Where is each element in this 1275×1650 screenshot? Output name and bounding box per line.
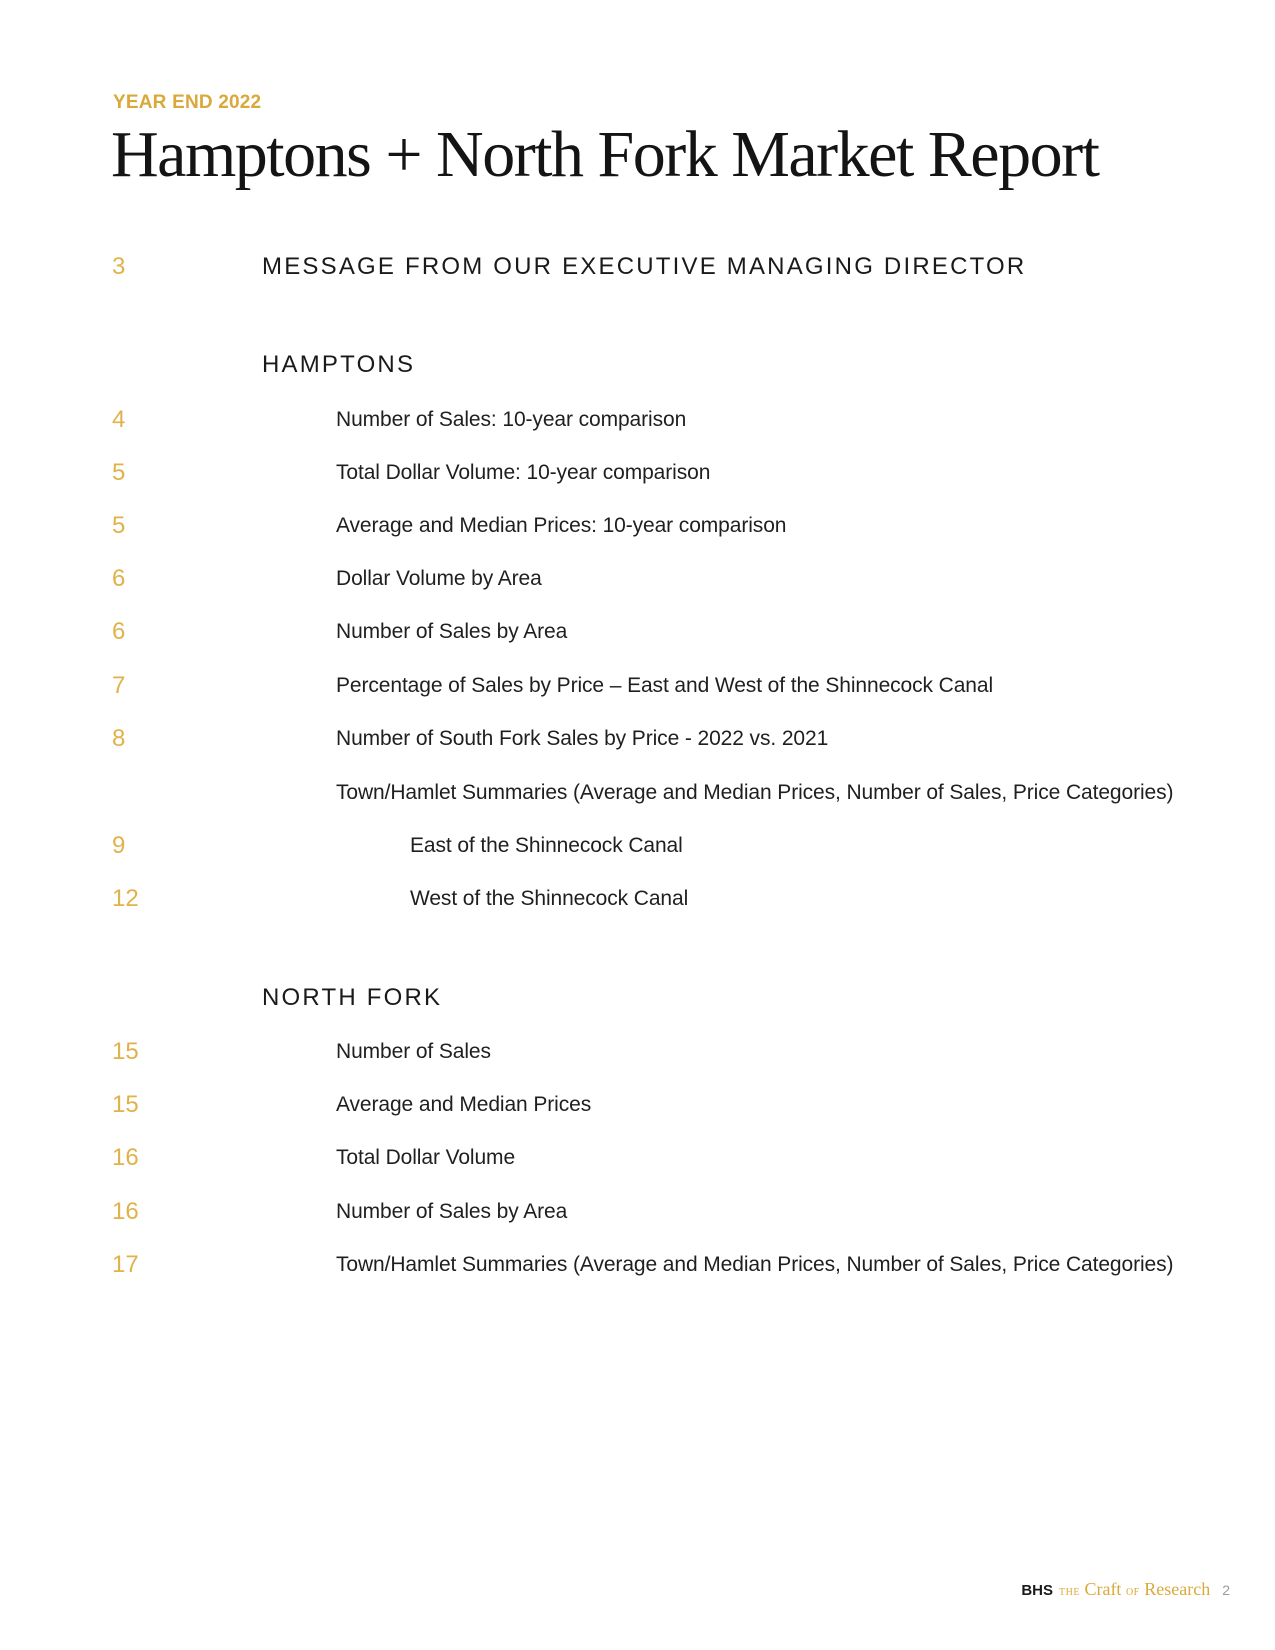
toc-page-number: 8 (112, 725, 126, 752)
toc-entry-label: Number of Sales (336, 1040, 491, 1063)
toc-entry[interactable] (0, 564, 1275, 594)
toc-page-number: 6 (112, 565, 126, 592)
toc-page-number: 7 (112, 672, 126, 699)
toc-entry-label: Average and Median Prices: 10-year comparison (336, 514, 787, 537)
toc-page-number: 17 (112, 1251, 139, 1278)
footer-of: OF (1125, 1587, 1140, 1598)
toc-page-number: 12 (112, 885, 139, 912)
toc-entry-label: Percentage of Sales by Price – East and West of the Shinnecock Canal (336, 674, 994, 697)
toc-entry[interactable] (0, 458, 1275, 488)
toc-entry-label: Town/Hamlet Summaries (Average and Median Prices, Number of Sales, Price Categories) (336, 1253, 1174, 1276)
toc-entry-label: Total Dollar Volume (336, 1146, 516, 1169)
section-heading-label: HAMPTONS (262, 351, 416, 378)
toc-page-number: 5 (112, 512, 126, 539)
toc-entry-label: Number of Sales by Area (336, 620, 568, 643)
toc-entry[interactable] (0, 671, 1275, 701)
toc-entry[interactable] (0, 1143, 1275, 1173)
toc-entry[interactable] (0, 617, 1275, 647)
section-heading-hamptons (0, 350, 1275, 380)
toc-entry[interactable] (0, 1250, 1275, 1280)
toc-entry-label: Number of Sales: 10-year comparison (336, 408, 687, 431)
footer-the: THE (1059, 1587, 1080, 1598)
toc-page-number: 16 (112, 1198, 139, 1225)
footer-craft: Craft (1084, 1579, 1122, 1599)
toc-subentry-label: West of the Shinnecock Canal (410, 887, 689, 910)
toc-entry-label: Dollar Volume by Area (336, 567, 542, 590)
toc-subentry[interactable] (0, 831, 1275, 861)
toc-page-number: 9 (112, 832, 126, 859)
toc-entry[interactable] (0, 1197, 1275, 1227)
toc-entry[interactable] (0, 405, 1275, 435)
footer-research: Research (1144, 1579, 1211, 1599)
toc-entry-label: Number of South Fork Sales by Price - 2022 vs. 2021 (336, 727, 829, 750)
page-title: Hamptons + North Fork Market Report (111, 118, 1099, 191)
toc-page-number: 3 (112, 253, 126, 280)
footer (1021, 1578, 1230, 1604)
section-heading-label: NORTH FORK (262, 984, 443, 1011)
toc-entry-label: Total Dollar Volume: 10-year comparison (336, 461, 711, 484)
toc-page-number: 15 (112, 1091, 139, 1118)
toc-entry[interactable] (0, 511, 1275, 541)
toc-entry-label: Number of Sales by Area (336, 1200, 568, 1223)
toc-entry[interactable] (0, 1037, 1275, 1067)
toc-page-number: 5 (112, 459, 126, 486)
toc-page-number: 6 (112, 618, 126, 645)
page-number: 2 (1222, 1582, 1230, 1598)
toc-entry-label: Town/Hamlet Summaries (Average and Median Prices, Number of Sales, Price Categories) (336, 781, 1174, 804)
toc-subentry-label: East of the Shinnecock Canal (410, 834, 683, 857)
toc-entry[interactable] (0, 1090, 1275, 1120)
toc-intro-label: MESSAGE FROM OUR EXECUTIVE MANAGING DIRECTOR (262, 253, 1027, 280)
footer-brand: BHS (1021, 1582, 1053, 1599)
kicker: YEAR END 2022 (113, 92, 262, 113)
toc-entry[interactable] (0, 724, 1275, 754)
toc-page-number: 16 (112, 1144, 139, 1171)
toc-subentry[interactable] (0, 884, 1275, 914)
toc-entry-label: Average and Median Prices (336, 1093, 592, 1116)
toc-entry[interactable] (0, 778, 1275, 808)
toc-page-number: 4 (112, 406, 126, 433)
toc-page-number: 15 (112, 1038, 139, 1065)
toc-entry-intro[interactable] (0, 252, 1275, 282)
section-heading-north-fork (0, 983, 1275, 1013)
